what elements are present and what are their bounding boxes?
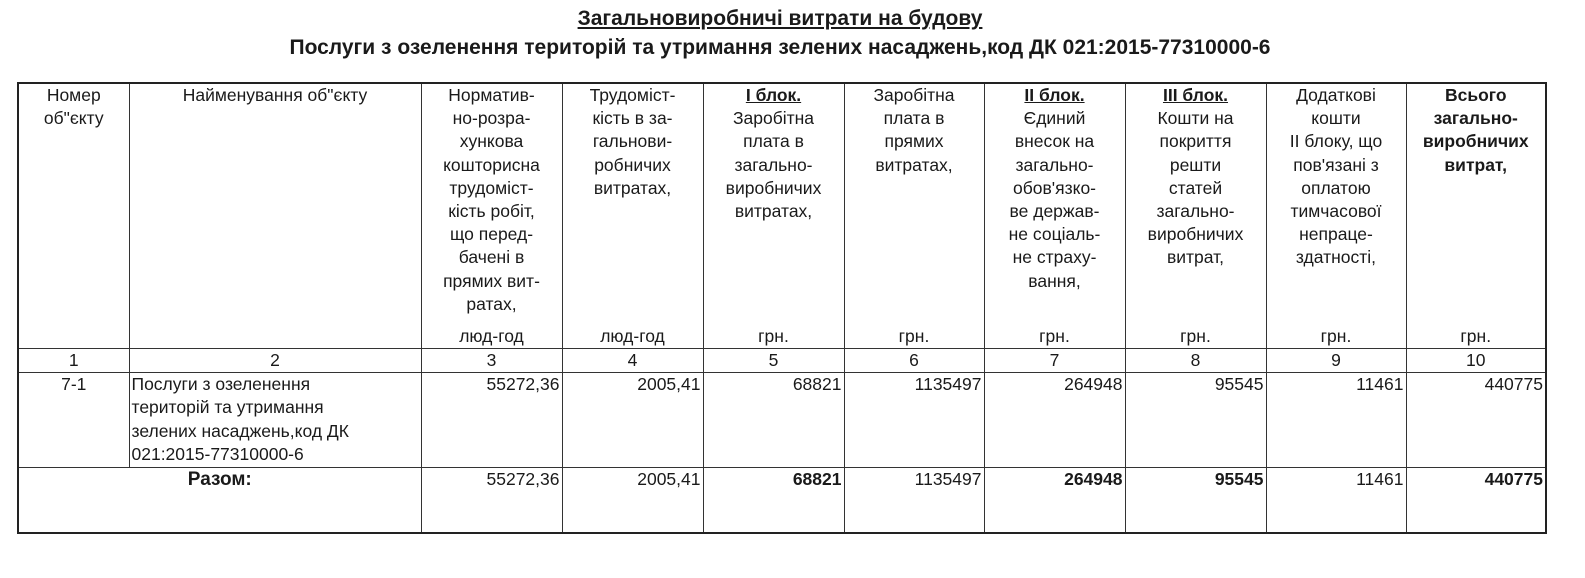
row-value: 264948 bbox=[984, 373, 1125, 468]
column-number: 1 bbox=[18, 349, 129, 373]
header-wages-direct: Заробітна плата в прямих витратах, грн. bbox=[844, 83, 984, 349]
header-object-number: Номер об"єкту bbox=[18, 83, 129, 349]
row-value: 440775 bbox=[1406, 373, 1546, 468]
total-value: 440775 bbox=[1406, 468, 1546, 534]
total-row bbox=[18, 468, 1546, 534]
row-value: 95545 bbox=[1125, 373, 1266, 468]
column-number: 4 bbox=[562, 349, 703, 373]
costs-table bbox=[17, 82, 1547, 534]
column-number: 6 bbox=[844, 349, 984, 373]
total-value: 68821 bbox=[703, 468, 844, 534]
column-number: 10 bbox=[1406, 349, 1546, 373]
header-block2-social: ІІ блок. Єдиний внесок на загально- обов'язко- ве держав- не соціаль- не страху- вання, грн. bbox=[984, 83, 1125, 349]
header-block1-wages: І блок. Заробітна плата в загально- виробничих витратах, грн. bbox=[703, 83, 844, 349]
header-block3-other: ІІІ блок. Кошти на покриття решти статей загально- виробничих витрат, грн. bbox=[1125, 83, 1266, 349]
total-value: 2005,41 bbox=[562, 468, 703, 534]
column-number-row bbox=[18, 349, 1546, 373]
header-labor-direct: Норматив- но-розра- хункова кошторисна трудоміст- кість робіт, що перед- бачені в прямих вит- ратах, люд-год bbox=[421, 83, 562, 349]
column-number: 8 bbox=[1125, 349, 1266, 373]
row-value: 2005,41 bbox=[562, 373, 703, 468]
header-labor-overhead: Трудоміст- кість в за- гальнови- робничих витратах, люд-год bbox=[562, 83, 703, 349]
header-object-name: Найменування об"єкту bbox=[129, 83, 421, 349]
header-additional: Додаткові кошти ІІ блоку, що пов'язані з оплатою тимчасової непраце- здатності, грн. bbox=[1266, 83, 1406, 349]
total-value: 264948 bbox=[984, 468, 1125, 534]
total-value: 55272,36 bbox=[421, 468, 562, 534]
row-object-id: 7-1 bbox=[18, 373, 129, 468]
row-value: 68821 bbox=[703, 373, 844, 468]
total-value: 11461 bbox=[1266, 468, 1406, 534]
column-number: 2 bbox=[129, 349, 421, 373]
row-value: 11461 bbox=[1266, 373, 1406, 468]
column-number: 7 bbox=[984, 349, 1125, 373]
column-number: 5 bbox=[703, 349, 844, 373]
document-title: Загальновиробничі витрати на будову bbox=[577, 7, 983, 30]
total-value: 95545 bbox=[1125, 468, 1266, 534]
total-label: Разом: bbox=[18, 468, 421, 534]
document-subtitle: Послуги з озеленення територій та утримання зелених насаджень,код ДК 021:2015-77310000-6 bbox=[289, 36, 1271, 59]
row-value: 1135497 bbox=[844, 373, 984, 468]
row-object-name: Послуги з озеленення територій та утримання зелених насаджень,код ДК 021:2015-77310000-6 bbox=[129, 373, 421, 468]
header-total-overhead: Всього загально- виробничих витрат, грн. bbox=[1406, 83, 1546, 349]
header-row bbox=[18, 83, 1546, 349]
column-number: 9 bbox=[1266, 349, 1406, 373]
table-row bbox=[18, 373, 1546, 468]
column-number: 3 bbox=[421, 349, 562, 373]
row-value: 55272,36 bbox=[421, 373, 562, 468]
total-value: 1135497 bbox=[844, 468, 984, 534]
